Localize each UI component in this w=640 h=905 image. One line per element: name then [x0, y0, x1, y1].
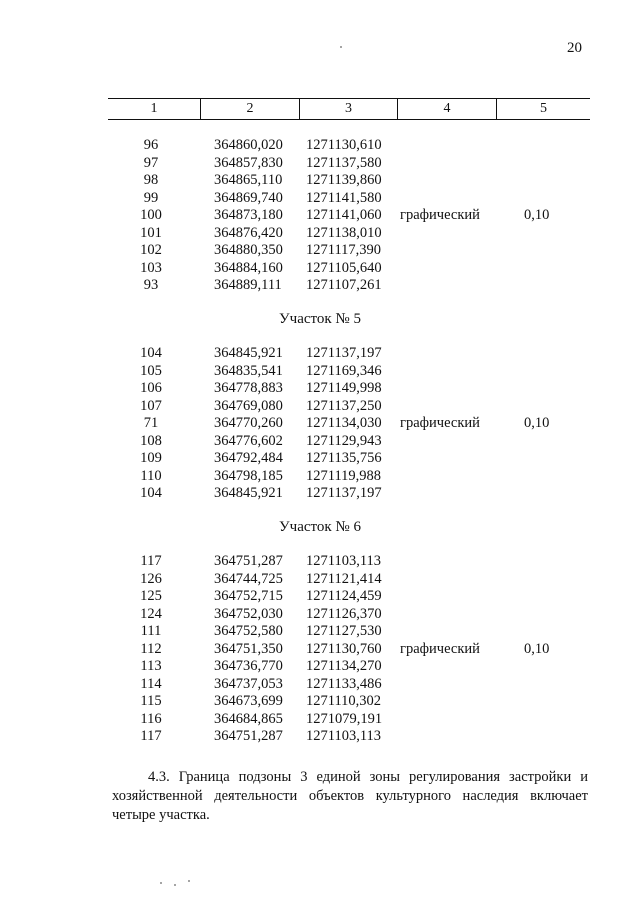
table-row [0, 137, 640, 155]
y-coordinate-cell: 1271103,113 [306, 553, 382, 569]
x-coordinate-cell: 364684,865 [214, 710, 283, 727]
y-coordinate-cell: 1271117,390 [306, 242, 382, 258]
x-coordinate-cell: 364673,699 [214, 693, 283, 709]
point-number-cell: 99 [143, 189, 159, 206]
section-title: Участок № 5 [279, 311, 361, 327]
y-coordinate-cell: 1271130,610 [306, 137, 382, 153]
table-row [0, 711, 640, 729]
point-number-cell: 107 [140, 397, 162, 414]
x-coordinate-cell: 364752,580 [214, 623, 283, 639]
point-number-cell: 103 [140, 259, 162, 276]
table-row [0, 588, 640, 606]
point-number-cell: 109 [140, 450, 162, 466]
method-cell: графический [400, 415, 480, 431]
y-coordinate-cell: 1271141,580 [306, 189, 382, 206]
point-number-cell: 102 [140, 242, 162, 258]
section-title: Участок № 6 [279, 519, 361, 535]
x-coordinate-cell: 364869,740 [214, 189, 283, 206]
table-row [0, 623, 640, 641]
point-number-cell: 110 [140, 467, 162, 484]
point-number-cell: 111 [140, 623, 162, 639]
x-coordinate-cell: 364737,053 [214, 675, 283, 692]
header-col-3: 3 [300, 99, 398, 119]
y-coordinate-cell: 1271134,030 [306, 415, 382, 431]
x-coordinate-cell: 364876,420 [214, 224, 283, 241]
point-number-cell: 93 [143, 277, 159, 293]
table-row [0, 277, 640, 295]
accuracy-cell: 0,10 [524, 207, 550, 223]
coordinates-group [0, 137, 640, 295]
table-row [0, 468, 640, 486]
x-coordinate-cell: 364751,350 [214, 640, 283, 657]
footer-paragraph [112, 768, 588, 825]
table-row [0, 728, 640, 746]
x-coordinate-cell: 364778,883 [214, 380, 283, 396]
y-coordinate-cell: 1271110,302 [306, 693, 382, 709]
x-coordinate-cell: 364835,541 [214, 362, 283, 379]
y-coordinate-cell: 1271127,530 [306, 623, 382, 639]
scan-speck [160, 882, 162, 884]
y-coordinate-cell: 1271139,860 [306, 172, 382, 188]
point-number-cell: 105 [140, 362, 162, 379]
table-row [0, 155, 640, 173]
x-coordinate-cell: 364752,715 [214, 588, 283, 604]
y-coordinate-cell: 1271137,250 [306, 397, 382, 414]
y-coordinate-cell: 1271121,414 [306, 570, 382, 587]
point-number-cell: 98 [143, 172, 159, 188]
point-number-cell: 117 [140, 553, 162, 569]
x-coordinate-cell: 364884,160 [214, 259, 283, 276]
table-row [0, 380, 640, 398]
header-col-5: 5 [540, 101, 547, 116]
y-coordinate-cell: 1271135,756 [306, 450, 382, 466]
y-coordinate-cell: 1271129,943 [306, 432, 382, 449]
table-row [0, 553, 640, 571]
y-coordinate-cell: 1271119,988 [306, 467, 382, 484]
x-coordinate-cell: 364751,287 [214, 553, 283, 569]
x-coordinate-cell: 364736,770 [214, 658, 283, 674]
accuracy-cell: 0,10 [524, 640, 550, 657]
method-cell: графический [400, 207, 480, 223]
y-coordinate-cell: 1271137,580 [306, 154, 382, 171]
x-coordinate-cell: 364792,484 [214, 450, 283, 466]
point-number-cell: 126 [140, 570, 162, 587]
table-row [0, 363, 640, 381]
y-coordinate-cell: 1271137,197 [306, 485, 382, 501]
point-number-cell: 106 [140, 380, 162, 396]
table-row [0, 260, 640, 278]
table-row [0, 450, 640, 468]
x-coordinate-cell: 364860,020 [214, 137, 283, 153]
x-coordinate-cell: 364798,185 [214, 467, 283, 484]
y-coordinate-cell: 1271079,191 [306, 710, 383, 727]
header-col-2: 2 [201, 99, 300, 119]
table-row [0, 485, 640, 503]
table-row [0, 433, 640, 451]
y-coordinate-cell: 1271103,113 [306, 728, 382, 744]
x-coordinate-cell: 364752,030 [214, 605, 283, 622]
x-coordinate-cell: 364751,287 [214, 728, 283, 744]
method-cell: графический [400, 640, 480, 657]
coordinates-group [0, 553, 640, 746]
y-coordinate-cell: 1271141,060 [306, 207, 382, 223]
point-number-cell: 104 [140, 485, 162, 501]
y-coordinate-cell: 1271149,998 [306, 380, 382, 396]
point-number-cell: 101 [140, 224, 162, 241]
x-coordinate-cell: 364770,260 [214, 415, 283, 431]
y-coordinate-cell: 1271169,346 [306, 362, 382, 379]
y-coordinate-cell: 1271133,486 [306, 675, 382, 692]
x-coordinate-cell: 364845,921 [214, 345, 283, 361]
x-coordinate-cell: 364744,725 [214, 570, 283, 587]
point-number-cell: 124 [140, 605, 162, 622]
scan-speck [174, 884, 176, 886]
coordinates-group [0, 345, 640, 503]
y-coordinate-cell: 1271138,010 [306, 224, 382, 241]
point-number-cell: 108 [140, 432, 162, 449]
point-number-cell: 96 [143, 137, 159, 153]
footer-paragraph-text: 4.3. Граница подзоны 3 единой зоны регулирования застройки и хозяйственной деятельности объектов культурного наследия включает четыре участка. [112, 769, 588, 823]
table-row [0, 606, 640, 624]
table-row [0, 225, 640, 243]
table-row [0, 190, 640, 208]
x-coordinate-cell: 364845,921 [214, 485, 283, 501]
table-row [0, 398, 640, 416]
point-number-cell: 125 [140, 588, 162, 604]
header-col-4: 4 [398, 99, 497, 119]
x-coordinate-cell: 364889,111 [214, 277, 282, 293]
table-row [0, 242, 640, 260]
accuracy-cell: 0,10 [524, 415, 550, 431]
y-coordinate-cell: 1271126,370 [306, 605, 382, 622]
scan-speck [188, 880, 190, 882]
table-row [0, 658, 640, 676]
x-coordinate-cell: 364769,080 [214, 397, 283, 414]
point-number-cell: 117 [140, 728, 162, 744]
table-row [0, 571, 640, 589]
point-number-cell: 116 [140, 710, 162, 727]
point-number-cell: 97 [143, 154, 159, 171]
table-row [0, 693, 640, 711]
x-coordinate-cell: 364880,350 [214, 242, 283, 258]
point-number-cell: 114 [140, 675, 162, 692]
y-coordinate-cell: 1271134,270 [306, 658, 382, 674]
point-number-cell: 113 [140, 658, 162, 674]
table-header [108, 98, 590, 120]
y-coordinate-cell: 1271130,760 [306, 640, 382, 657]
table-row [0, 345, 640, 363]
header-col-1: 1 [108, 99, 201, 119]
point-number-cell: 115 [140, 693, 162, 709]
point-number-cell: 112 [140, 640, 162, 657]
scan-speck [340, 46, 342, 48]
table-row [0, 172, 640, 190]
page-number: 20 [567, 40, 582, 56]
point-number-cell: 104 [140, 345, 162, 361]
point-number-cell: 100 [140, 207, 162, 223]
table-row [0, 641, 640, 659]
table-row [0, 415, 640, 433]
x-coordinate-cell: 364857,830 [214, 154, 283, 171]
table-row [0, 207, 640, 225]
y-coordinate-cell: 1271137,197 [306, 345, 382, 361]
x-coordinate-cell: 364776,602 [214, 432, 283, 449]
x-coordinate-cell: 364873,180 [214, 207, 283, 223]
table-row [0, 676, 640, 694]
point-number-cell: 71 [143, 415, 159, 431]
x-coordinate-cell: 364865,110 [214, 172, 283, 188]
y-coordinate-cell: 1271105,640 [306, 259, 382, 276]
y-coordinate-cell: 1271107,261 [306, 277, 382, 293]
y-coordinate-cell: 1271124,459 [306, 588, 382, 604]
